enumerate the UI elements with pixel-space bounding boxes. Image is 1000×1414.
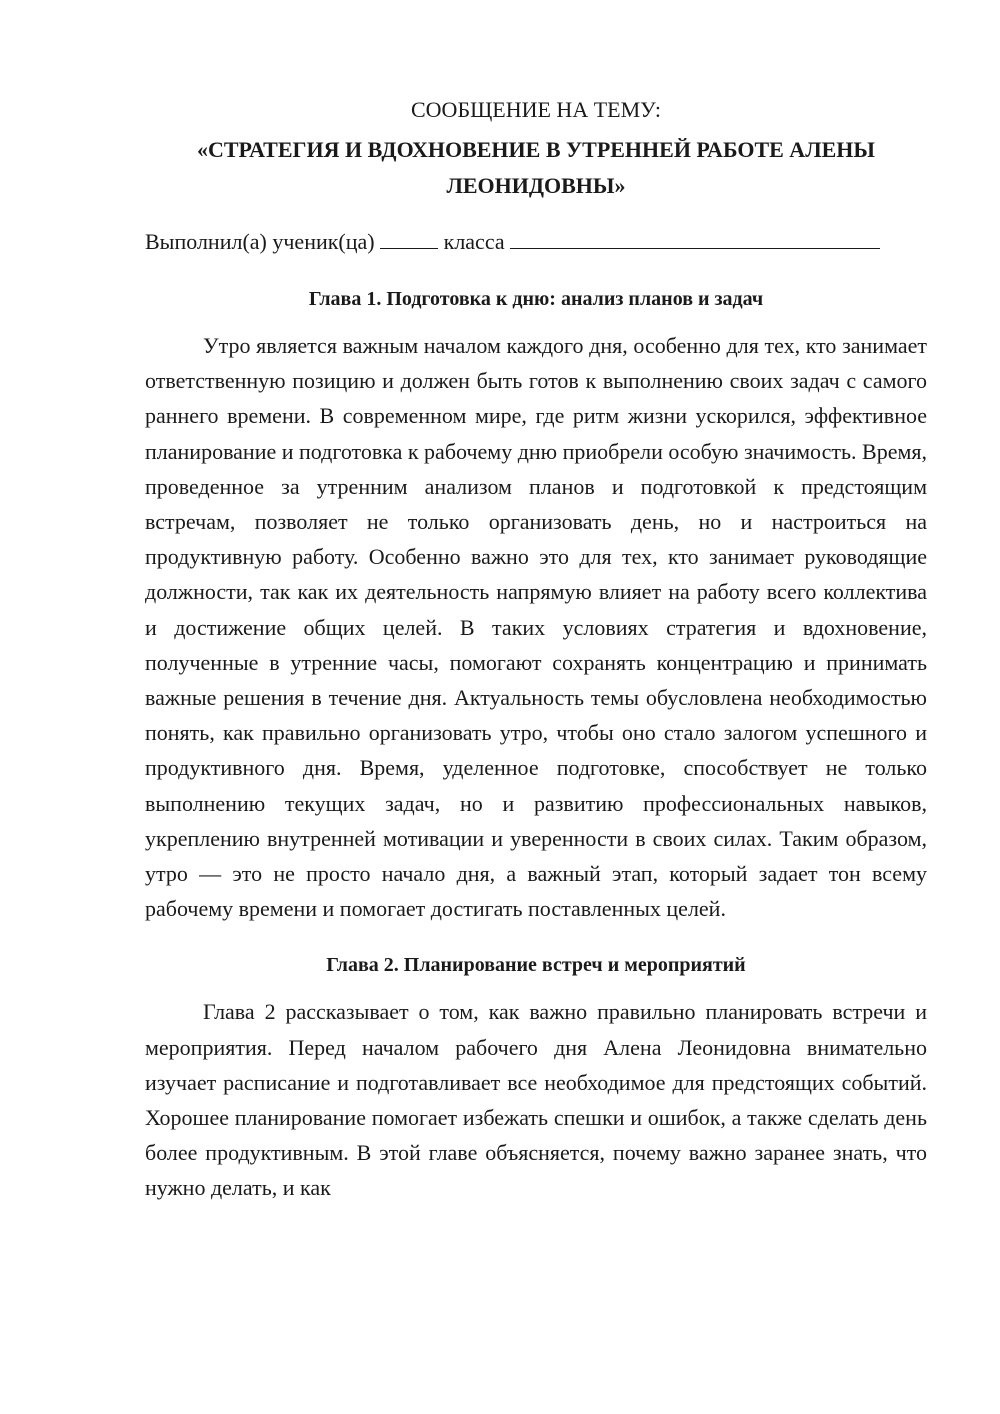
document-page bbox=[145, 92, 927, 1206]
chapter-1-paragraph: Утро является важным началом каждого дня, особенно для тех, кто занимает ответственную позицию и должен быть готов к выполнению своих задач с самого раннего времени. В современном мире, где ритм жизни ускорился, эффективное планирование и подготовка к рабочему дню приобрели особую значимость. Время, проведенное за утренним анализом планов и подготовкой к предстоящим встречам, позволяет не только организовать день, но и настроиться на продуктивную работу. Особенно важно это для тех, кто занимает руководящие должности, так как их деятельность напрямую влияет на работу всего коллектива и достижение общих целей. В таких условиях стратегия и вдохновение, полученные в утренние часы, помогают сохранять концентрацию и принимать важные решения в течение дня. Актуальность темы обусловлена необходимостью понять, как правильно организовать утро, чтобы оно стало залогом успешного и продуктивного дня. Время, уделенное подготовке, способствует не только выполнению текущих задач, но и развитию профессиональных навыков, укреплению внутренней мотивации и уверенности в своих силах. Таким образом, утро — это не просто начало дня, а важный этап, который задает тон всему рабочему времени и помогает достигать поставленных целей. bbox=[145, 333, 927, 922]
author-class-label: класса bbox=[443, 229, 505, 254]
author-prefix: Выполнил(а) ученик(ца) bbox=[145, 229, 375, 254]
author-line bbox=[145, 224, 927, 260]
chapter-2-paragraph: Глава 2 рассказывает о том, как важно правильно планировать встречи и мероприятия. Перед началом рабочего дня Алена Леонидовна внимательно изучает расписание и подготавливает все необходимое для предстоящих событий. Хорошее планирование помогает избежать спешки и ошибок, а также сделать день более продуктивным. В этой главе объясняется, почему важно заранее знать, что нужно делать, и как bbox=[145, 999, 927, 1201]
name-blank bbox=[510, 224, 880, 249]
document-title: «СТРАТЕГИЯ И ВДОХНОВЕНИЕ В УТРЕННЕЙ РАБОТЕ АЛЕНЫ ЛЕОНИДОВНЫ» bbox=[197, 137, 875, 198]
class-blank bbox=[380, 224, 438, 249]
chapter-1-heading: Глава 1. Подготовка к дню: анализ планов и задач bbox=[308, 288, 764, 310]
chapter-2-heading: Глава 2. Планирование встреч и мероприятий bbox=[326, 954, 746, 977]
document-header: СООБЩЕНИЕ НА ТЕМУ: bbox=[411, 97, 661, 122]
